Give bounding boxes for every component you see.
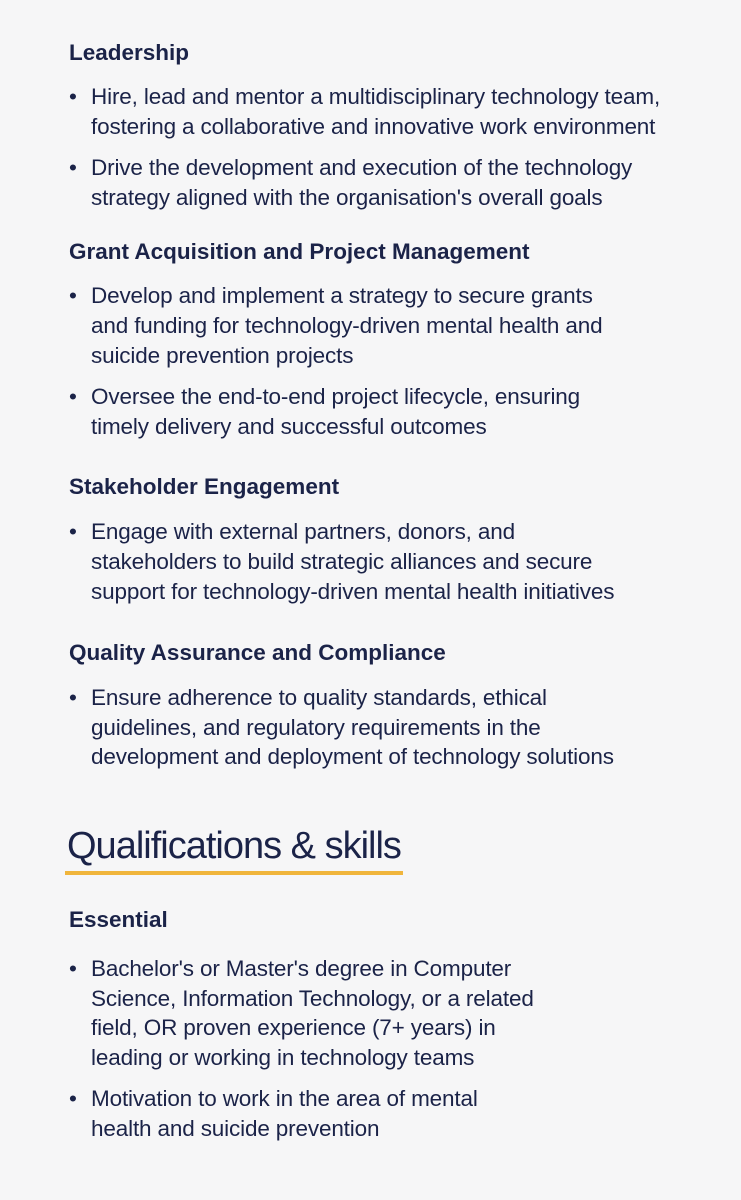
bullet-icon: • (69, 384, 77, 410)
bullet-list (69, 683, 711, 772)
list-item (69, 82, 711, 141)
section-heading: Essential (69, 906, 168, 932)
section-stakeholder-engagement (69, 472, 711, 606)
section-grant-acquisition (69, 237, 711, 441)
section-heading: Leadership (69, 40, 190, 65)
bullet-icon: • (69, 1086, 77, 1112)
bullet-icon: • (69, 155, 77, 181)
list-item-line: Science, Information Technology, or a related (91, 985, 534, 1011)
list-item-line: Ensure adherence to quality standards, ethical (91, 685, 547, 711)
list-item-line: Oversee the end-to-end project lifecycle, ensuring (91, 384, 581, 410)
list-item (69, 1084, 711, 1143)
list-item (69, 382, 711, 441)
list-item-line: Drive the development and execution of the technology (91, 155, 633, 181)
list-item-line: health and suicide prevention (91, 1115, 380, 1141)
section-heading: Quality Assurance and Compliance (69, 640, 446, 666)
bullet-list (69, 954, 711, 1144)
list-item-line: field, OR proven experience (7+ years) in (91, 1015, 496, 1041)
list-item-line: fostering a collaborative and innovative work environment (91, 113, 656, 139)
list-item-line: Motivation to work in the area of mental (91, 1086, 478, 1112)
section-heading: Grant Acquisition and Project Management (69, 239, 530, 265)
list-item-line: and funding for technology-driven mental health and (91, 312, 603, 338)
bullet-icon: • (69, 955, 77, 981)
list-item-line: development and deployment of technology solutions (91, 744, 614, 770)
qualifications-title-wrap (65, 824, 403, 875)
list-item-line: timely delivery and successful outcomes (91, 413, 487, 439)
list-item (69, 517, 711, 606)
section-heading: Stakeholder Engagement (69, 474, 340, 500)
bullet-list (69, 82, 711, 212)
list-item (69, 153, 711, 212)
bullet-icon: • (69, 519, 77, 545)
list-item-line: Develop and implement a strategy to secure grants (91, 283, 593, 309)
section-essential (69, 905, 711, 1144)
section-leadership (69, 38, 711, 212)
bullet-icon: • (69, 84, 77, 109)
list-item-line: Bachelor's or Master's degree in Computer (91, 955, 512, 981)
bullet-icon: • (69, 685, 77, 711)
section-quality-assurance (69, 638, 711, 772)
list-item-line: stakeholders to build strategic alliances and secure (91, 548, 593, 574)
list-item-line: Hire, lead and mentor a multidisciplinary technology team, (91, 84, 661, 109)
list-item-line: support for technology-driven mental health initiatives (91, 578, 615, 604)
list-item (69, 281, 711, 370)
list-item (69, 683, 711, 772)
list-item-line: Engage with external partners, donors, and (91, 519, 515, 545)
bullet-list (69, 517, 711, 606)
list-item-line: suicide prevention projects (91, 342, 354, 368)
list-item-line: leading or working in technology teams (91, 1044, 475, 1070)
bullet-icon: • (69, 283, 77, 309)
qualifications-title: Qualifications & skills (65, 824, 403, 875)
list-item-line: strategy aligned with the organisation's overall goals (91, 184, 603, 210)
bullet-list (69, 281, 711, 441)
list-item-line: guidelines, and regulatory requirements in the (91, 714, 541, 740)
list-item (69, 954, 711, 1072)
